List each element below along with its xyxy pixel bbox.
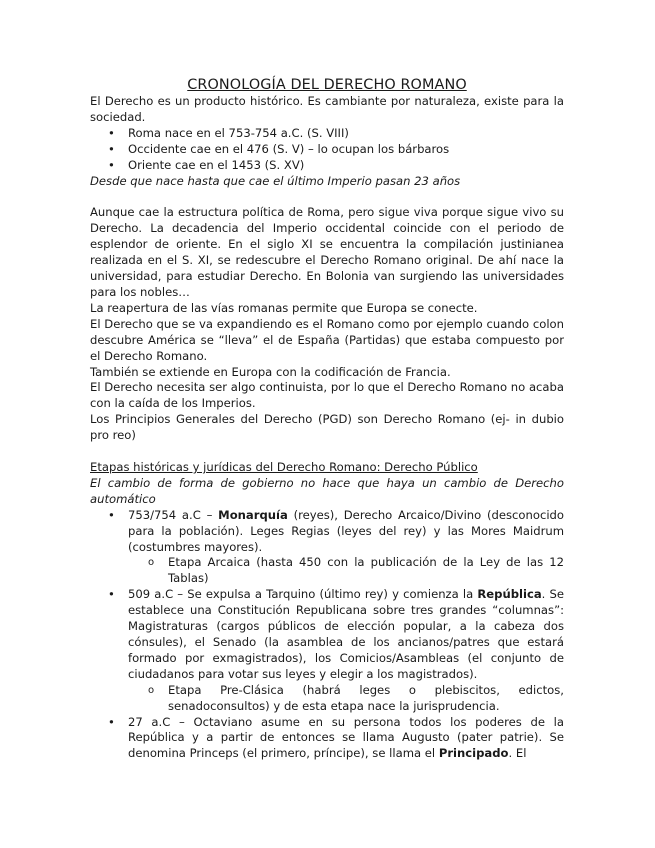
stage-subitem: o Etapa Pre-Clásica (habrá leges o plebiscitos, edictos, senadoconsultos) y de esta etapa nace la jurisprudencia. [168, 683, 564, 715]
stage-post: . El [508, 746, 527, 761]
blank-line [90, 189, 564, 205]
stage-item [128, 587, 564, 714]
stage-post: . Se establece una Constitución Republicana sobre tres grandes “columnas”: Magistraturas (cargos públicos de elección popular, a la cabeza dos cónsules), el Senado (la asamblea de los ancianos/patres que estará formado por exmagistrados), los Comicios/Asambleas (el conjunto de ciudadanos para votar sus leyes y elegir a los magistrados). [128, 587, 564, 681]
stage-bold: República [477, 587, 542, 602]
stage-item [128, 715, 564, 763]
page-title: CRONOLOGÍA DEL DERECHO ROMANO [187, 77, 467, 93]
paragraph: También se extiende en Europa con la codificación de Francia. [90, 364, 451, 379]
list-item: • Oriente cae en el 1453 (S. XV) [128, 158, 564, 174]
stage-pre: 753/754 a.C – [128, 507, 219, 522]
stage-pre: 27 a.C – Octaviano asume en su persona todos los poderes de la República y a partir de entonces se llama Augusto (pater patrie). Se denomina Princeps (el primero, príncipe), se llama el [128, 714, 564, 761]
stage-sublist [128, 683, 564, 715]
stage-sublist [128, 555, 564, 587]
paragraph: El Derecho que se va expandiendo es el Romano como por ejemplo cuando colon descubre América se “lleva” el de España (Partidas) que estaba compuesto por el Derecho Romano. [90, 316, 564, 363]
list-item: • Occidente cae en el 476 (S. V) – lo ocupan los bárbaros [128, 142, 564, 158]
blank-line [90, 444, 564, 460]
list-item: • Roma nace en el 753-754 a.C. (S. VIII) [128, 126, 564, 142]
intro-paragraph: El Derecho es un producto histórico. Es cambiante por naturaleza, existe para la sociedad. [90, 94, 564, 124]
stage-subitem: o Etapa Arcaica (hasta 450 con la publicación de la Ley de las 12 Tablas) [168, 555, 564, 587]
stage-bold: Principado [438, 746, 509, 761]
paragraph: Aunque cae la estructura política de Roma, pero sigue viva porque sigue vivo su Derecho. La decadencia del Imperio occidental coincide con el periodo de esplendor de oriente. En el siglo XI se encuentra la compilación justinianea realizada en el S. XI, se redescubre el Derecho Romano original. De ahí nace la universidad, para estudiar Derecho. En Bolonia van surgiendo las universidades para los nobles… [90, 205, 564, 299]
paragraph: El Derecho necesita ser algo continuista, por lo que el Derecho Romano no acaba con la caída de los Imperios. [90, 380, 564, 411]
paragraph: Los Principios Generales del Derecho (PGD) son Derecho Romano (ej- in dubio pro reo) [90, 412, 564, 443]
stage-post: (reyes), Derecho Arcaico/Divino (desconocido para la población). Leges Regias (leyes del rey) y las Mores Maidrum (costumbres mayores). [128, 507, 565, 554]
paragraph: La reapertura de las vías romanas permite que Europa se conecte. [90, 300, 478, 315]
document-page [90, 76, 564, 762]
section-note: El cambio de forma de gobierno no hace que haya un cambio de Derecho automático [90, 475, 564, 506]
stage-item [128, 508, 564, 588]
section-heading: Etapas históricas y jurídicas del Derecho Romano: Derecho Público [90, 460, 478, 475]
dates-list [90, 126, 564, 174]
stage-bold: Monarquía [218, 507, 288, 522]
stages-list [90, 508, 564, 763]
stage-pre: 509 a.C – Se expulsa a Tarquino (último rey) y comienza la [128, 587, 478, 602]
italic-note: Desde que nace hasta que cae el último Imperio pasan 23 años [90, 173, 461, 188]
